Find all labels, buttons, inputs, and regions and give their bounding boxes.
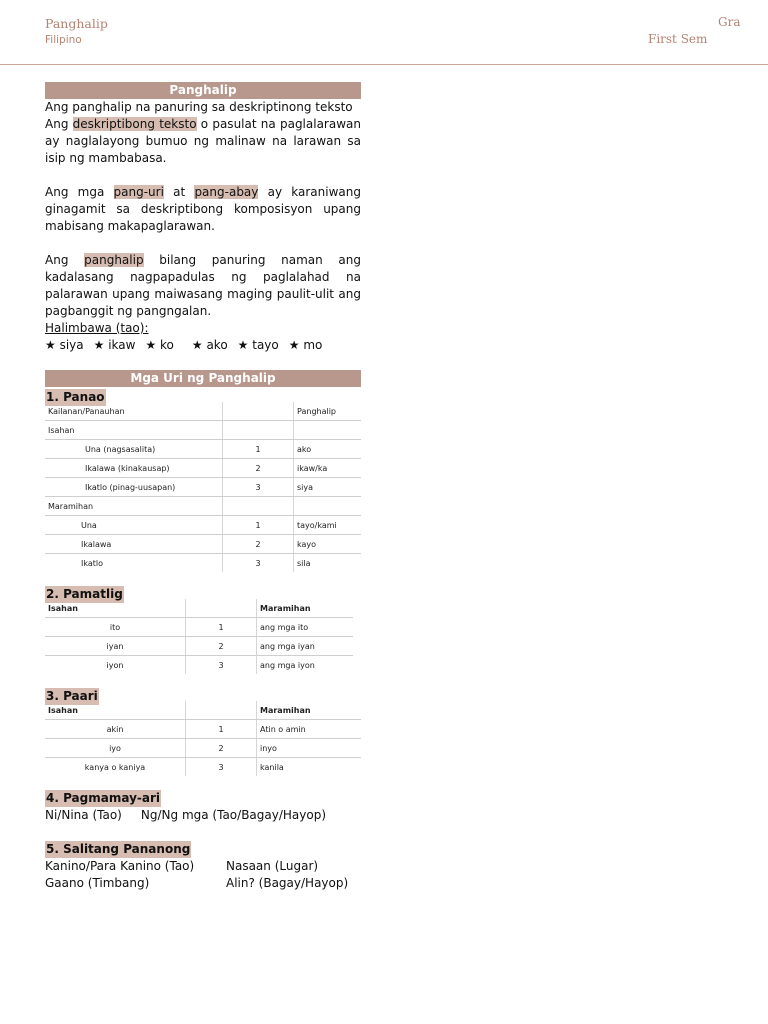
table-row	[45, 497, 361, 516]
section-bar-mga-uri: Mga Uri ng Panghalip	[45, 370, 361, 387]
table-row	[45, 535, 361, 554]
table-cell: Ikatlo	[81, 558, 104, 568]
table-cell: 2	[186, 739, 257, 758]
table-cell: ang mga iyan	[257, 637, 354, 656]
table-cell: kanila	[260, 762, 284, 772]
table-cell: Ikalawa (kinakausap)	[45, 459, 223, 478]
table-cell: siya	[294, 478, 362, 497]
table-cell: ako	[294, 440, 362, 459]
table-row	[45, 637, 353, 656]
table-header-cell: Panghalip	[294, 402, 362, 421]
table-cell: Ikalawa	[45, 535, 223, 554]
p2-text-b: at	[163, 185, 195, 199]
example-item: ★ ako	[191, 338, 228, 352]
pananong-row-2	[45, 875, 361, 892]
table-cell: iyon	[106, 660, 124, 670]
pananong-item: Alin? (Bagay/Hayop)	[226, 876, 349, 890]
highlight-pang-uri: pang-uri	[113, 185, 164, 199]
p3-text-a: Ang	[45, 253, 85, 267]
table-header-row	[45, 402, 361, 421]
table-row	[45, 758, 361, 777]
content-column	[45, 82, 361, 892]
table-cell: 3	[186, 656, 257, 675]
pananong-item: Nasaan (Lugar)	[226, 859, 319, 873]
heading-panao: 1. Panao	[46, 390, 105, 404]
table-pamatlig	[45, 599, 353, 674]
p1-text-a: Ang	[45, 117, 73, 131]
p2-text-c: ay karaniwang ginagamit sa deskriptibong komposisyon upang mabisang makapaglarawan.	[45, 185, 361, 233]
table-cell: 1	[223, 440, 294, 459]
example-item: ★ mo	[288, 338, 323, 352]
table-cell: ikaw/ka	[294, 459, 362, 478]
example-list	[45, 337, 361, 354]
table-cell: akin	[45, 720, 186, 739]
highlight-pang-abay: pang-abay	[194, 185, 259, 199]
paragraph-2	[45, 184, 361, 235]
example-item: ★ siya	[45, 338, 84, 352]
table-cell: ang mga iyon	[260, 660, 315, 670]
table-cell: Ikatlo (pinag-uusapan)	[45, 478, 223, 497]
table-header-cell	[186, 599, 257, 618]
doc-title: Panghalip	[45, 16, 108, 31]
pananong-item: Gaano (Timbang)	[45, 876, 150, 890]
table-header-cell: Kailanan/Panauhan	[45, 402, 223, 421]
table-cell: 2	[223, 459, 294, 478]
table-row	[45, 440, 361, 459]
doc-subject: Filipino	[45, 34, 82, 46]
table-cell: kanya o kaniya	[84, 762, 146, 772]
table-row	[45, 739, 361, 758]
header-right-line1: Gra	[718, 15, 741, 29]
table-cell: ito	[45, 618, 186, 637]
heading-paari: 3. Paari	[46, 689, 98, 703]
header-divider	[0, 64, 768, 65]
pananong-item: Kanino/Para Kanino (Tao)	[45, 859, 195, 873]
table-row	[45, 554, 361, 573]
heading-pamatlig: 2. Pamatlig	[46, 587, 123, 601]
paragraph-3	[45, 252, 361, 320]
paragraph-1	[45, 116, 361, 167]
header-left	[45, 16, 108, 46]
table-cell: inyo	[257, 739, 362, 758]
table-cell: sila	[297, 558, 311, 568]
table-cell: 1	[223, 516, 294, 535]
table-paari	[45, 701, 361, 776]
table-header-cell: Isahan	[45, 701, 186, 720]
heading-pagmamayari: 4. Pagmamay-ari	[46, 791, 161, 805]
table-cell: iyan	[45, 637, 186, 656]
table-row	[45, 478, 361, 497]
table-header-cell: Isahan	[45, 599, 186, 618]
table-header-cell: Maramihan	[257, 701, 362, 720]
table-cell: 2	[186, 637, 257, 656]
table-row	[45, 656, 353, 675]
table-header-cell: Maramihan	[257, 599, 354, 618]
table-cell: ang mga ito	[257, 618, 354, 637]
pagmamayari-line: Ni/Nina (Tao) Ng/Ng mga (Tao/Bagay/Hayop)	[45, 808, 327, 822]
table-cell: Una	[45, 516, 223, 535]
table-cell: iyo	[45, 739, 186, 758]
table-cell: 1	[186, 720, 257, 739]
table-cell: 2	[223, 535, 294, 554]
table-cell: 3	[186, 758, 257, 777]
example-item: ★ ikaw	[93, 338, 136, 352]
table-cell: 3	[223, 554, 294, 573]
heading-pananong: 5. Salitang Pananong	[46, 842, 191, 856]
intro-subtitle: Ang panghalip na panuring sa deskriptinong teksto	[45, 100, 353, 114]
highlight-deskriptibong-teksto: deskriptibong teksto	[72, 117, 197, 131]
example-item: ★ tayo	[237, 338, 279, 352]
table-row	[45, 720, 361, 739]
table-cell: kayo	[294, 535, 362, 554]
table-row	[45, 618, 353, 637]
table-cell: 1	[186, 618, 257, 637]
table-header-cell	[223, 402, 294, 421]
example-item: ★ ko	[145, 338, 174, 352]
table-header-cell	[186, 701, 257, 720]
table-cell: Una (nagsasalita)	[45, 440, 223, 459]
section-bar-panghalip: Panghalip	[45, 82, 361, 99]
table-panao	[45, 402, 361, 572]
p1-text-b: o pasulat na paglalarawan ay naglalayong bumuo ng malinaw na larawan sa isip ng mambabasa.	[45, 117, 361, 165]
table-cell: Atin o amin	[257, 720, 362, 739]
table-cell: 3	[223, 478, 294, 497]
p2-text-a: Ang mga	[45, 185, 114, 199]
highlight-panghalip: panghalip	[84, 253, 144, 267]
p3-text-b: bilang panuring naman ang kadalasang nagpapadulas ng paglalahad na palarawan upang maiwasang maging paulit-ulit ang pagbanggit ng pangngalan.	[45, 253, 361, 318]
table-row	[45, 516, 361, 535]
header-right-line2: First Sem	[648, 32, 708, 46]
table-row	[45, 421, 361, 440]
table-cell: tayo/kami	[294, 516, 362, 535]
group-label-isahan: Isahan	[45, 421, 223, 440]
table-row	[45, 459, 361, 478]
group-label-maramihan: Maramihan	[45, 497, 223, 516]
example-label: Halimbawa (tao):	[45, 321, 149, 335]
pananong-row-1	[45, 858, 361, 875]
